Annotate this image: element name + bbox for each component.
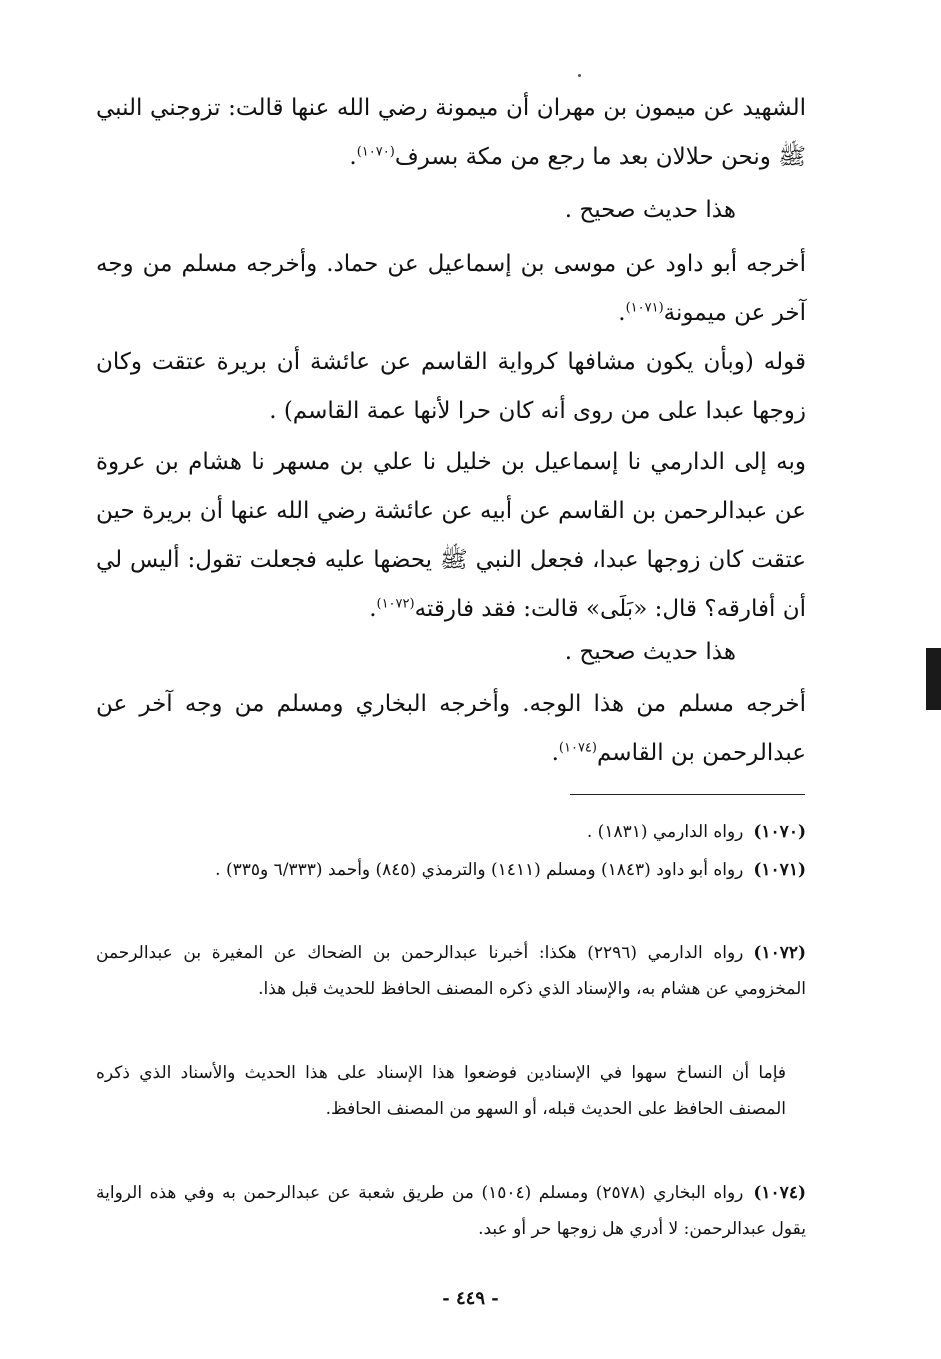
paragraph-6-text: هذا حديث صحيح . <box>564 639 736 665</box>
footnote-number: (١٠٧١) <box>753 860 806 880</box>
footnote-ref-1074[interactable]: (١٠٧٤) <box>558 740 597 756</box>
paragraph-3 <box>96 240 806 338</box>
footnote-1074 <box>96 1175 806 1247</box>
footnote-1071 <box>96 852 806 888</box>
footnote-text: فإما أن النساخ سهوا في الإسنادين فوضعوا هذا الإسناد على هذا الحديث والأسناد الذي ذكره المصنف الحافظ على الحديث قبله، أو السهو من المصنف الحافظ. <box>96 1063 786 1119</box>
paragraph-5-tail: . <box>369 596 377 622</box>
footnote-ref-1072[interactable]: (١٠٧٢) <box>376 596 415 612</box>
footnote-number: (١٠٧٠) <box>753 822 806 842</box>
footnote-divider <box>570 794 805 795</box>
footnote-ref-1070[interactable]: (١٠٧٠) <box>356 144 395 160</box>
paragraph-5 <box>96 438 806 634</box>
scan-speck <box>578 74 581 77</box>
paragraph-1 <box>96 84 806 182</box>
paragraph-4-text: قوله (وبأن يكون مشافها كرواية القاسم عن عائشة أن بريرة عتقت وكان زوجها عبدا على من روى أنه كان حرا لأنها عمة القاسم) . <box>96 349 806 424</box>
paragraph-7-tail: . <box>551 740 559 766</box>
footnote-text: رواه الدارمي (١٨٣١) . <box>586 822 744 842</box>
footnote-1072-continuation <box>96 1055 786 1127</box>
footnote-text: رواه البخاري (٢٥٧٨) ومسلم (١٥٠٤) من طريق شعبة عن عبدالرحمن به وفي هذه الرواية يقول عبدالرحمن: لا أدري هل زوجها حر أو عبد. <box>96 1183 806 1239</box>
paragraph-2-text: هذا حديث صحيح . <box>564 197 736 223</box>
footnote-text: رواه أبو داود (١٨٤٣) ومسلم (١٤١١) والترمذي (٨٤٥) وأحمد (٦/٣٣٣ و٣٣٥) . <box>215 860 744 880</box>
paragraph-2 <box>96 186 736 235</box>
paragraph-7-text: أخرجه مسلم من هذا الوجه. وأخرجه البخاري ومسلم من وجه آخر عن عبدالرحمن بن القاسم <box>96 691 806 766</box>
footnote-1070 <box>96 814 806 850</box>
paragraph-5-text: وبه إلى الدارمي نا إسماعيل بن خليل نا علي بن مسهر نا هشام بن عروة عن عبدالرحمن بن القاسم عن أبيه عن عائشة رضي الله عنها أن بريرة حين عتقت كان زوجها عبدا، فجعل النبي ﷺ يحضها عليه فجعلت تقول: أليس لي أن أفارقه؟ قال: «بَلَى» قالت: فقد فارقته <box>96 449 806 622</box>
paragraph-6 <box>96 628 736 677</box>
page-edge-tab <box>926 648 941 710</box>
page-number: - ٤٤٩ - <box>442 1288 499 1309</box>
footnote-number: (١٠٧٤) <box>753 1183 806 1203</box>
paragraph-3-tail: . <box>618 300 626 326</box>
footnote-ref-1071[interactable]: (١٠٧١) <box>625 300 664 316</box>
paragraph-7 <box>96 680 806 778</box>
footnote-text: رواه الدارمي (٢٢٩٦) هكذا: أخبرنا عبدالرحمن بن الضحاك عن المغيرة بن عبدالرحمن المخزومي عن هشام به، والإسناد الذي ذكره المصنف الحافظ للحديث قبل هذا. <box>96 943 806 999</box>
paragraph-3-text: أخرجه أبو داود عن موسى بن إسماعيل عن حماد. وأخرجه مسلم من وجه آخر عن ميمونة <box>96 251 806 326</box>
paragraph-4 <box>96 338 806 436</box>
footnote-1072 <box>96 935 806 1007</box>
footnote-number: (١٠٧٢) <box>753 943 807 963</box>
paragraph-1-text: الشهيد عن ميمون بن مهران أن ميمونة رضي الله عنها قالت: تزوجني النبي ﷺ ونحن حلالان بعد ما رجع من مكة بسرف <box>96 95 806 170</box>
paragraph-1-tail: . <box>349 144 357 170</box>
